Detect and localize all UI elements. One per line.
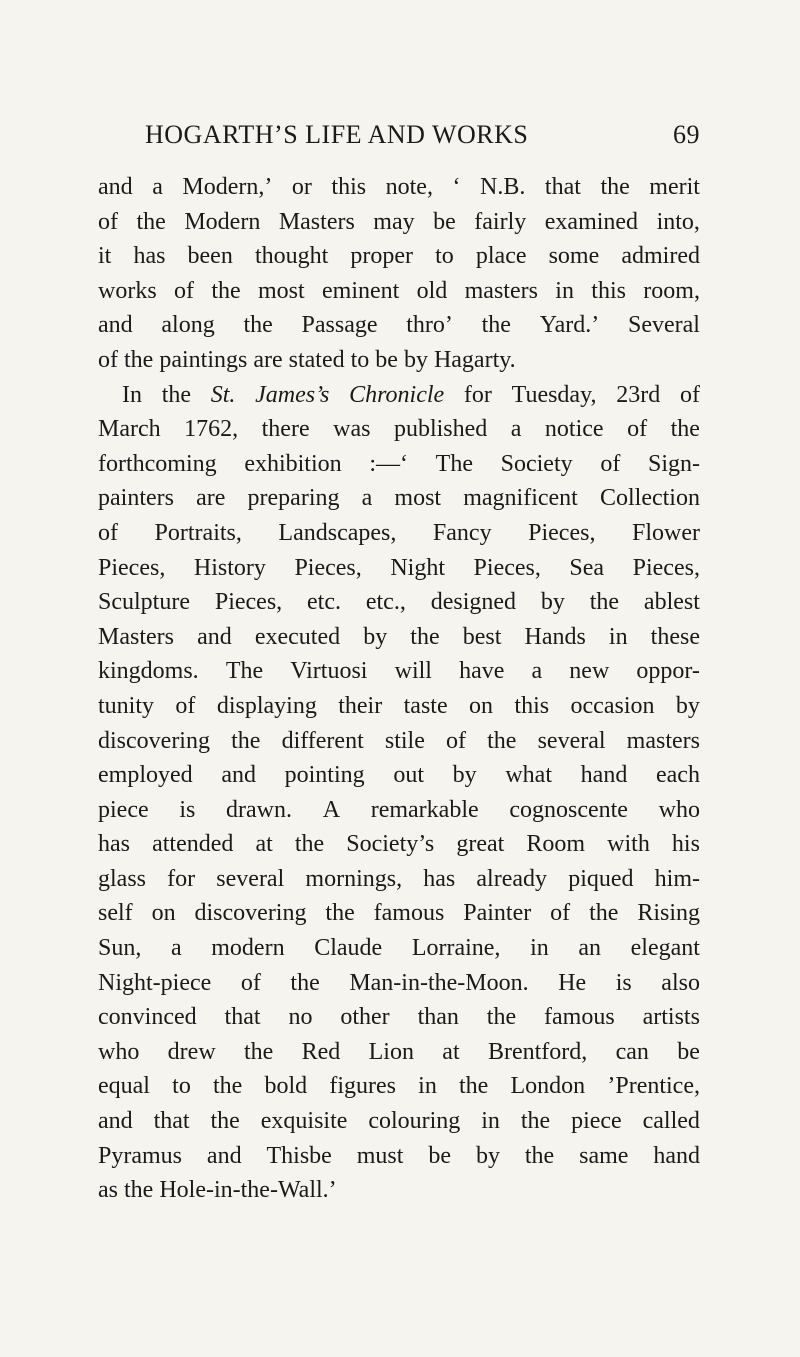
word: piqued [568, 865, 634, 892]
word: room, [643, 277, 700, 304]
word: artists [642, 1004, 700, 1031]
word: the [231, 727, 261, 754]
word: can [615, 1038, 649, 1065]
word: Chronicle [349, 381, 445, 408]
word: exhibition [244, 450, 342, 477]
word: Pieces, [214, 589, 283, 616]
word: the [600, 174, 630, 200]
word: by [403, 346, 434, 373]
word: Yard.’ [539, 312, 600, 339]
word: that [224, 1004, 261, 1031]
word: the [210, 1108, 240, 1135]
word: thro’ [406, 312, 453, 339]
word: by [675, 692, 700, 719]
word: most [394, 485, 442, 512]
text-line [98, 516, 700, 551]
word: of [550, 900, 571, 927]
word: drew [167, 1038, 216, 1065]
text-line [98, 966, 700, 1001]
word: note, [385, 174, 433, 200]
word: the [459, 1073, 489, 1100]
word: fairly [474, 208, 527, 235]
word: He [558, 969, 587, 996]
word: their [338, 692, 383, 719]
word: the [589, 589, 620, 616]
word: the [487, 727, 517, 754]
word: have [459, 658, 505, 685]
word: at [255, 831, 273, 858]
word: hand [653, 1142, 700, 1169]
word: preparing [247, 485, 340, 512]
word: pointing [284, 762, 365, 789]
page-number: 69 [673, 120, 700, 149]
word: Night-piece [98, 969, 212, 996]
word: examined [544, 208, 639, 235]
word: self [98, 900, 133, 927]
word: and [98, 312, 133, 339]
word: and [98, 1108, 133, 1135]
word: place [475, 243, 527, 270]
word: ‘ [452, 174, 461, 200]
word: of [175, 692, 196, 719]
word: the [481, 312, 511, 339]
word: Hagarty. [433, 346, 516, 373]
word: the [589, 900, 619, 927]
word: be [428, 1142, 452, 1169]
word: already [476, 865, 548, 892]
word: has [423, 865, 456, 892]
word: has [133, 243, 166, 270]
word: Claude [314, 935, 383, 962]
word: A [322, 796, 341, 823]
word: of [240, 969, 261, 996]
word: In [122, 381, 142, 408]
word: Several [628, 312, 700, 339]
word: most [257, 277, 305, 304]
word: great [456, 831, 505, 858]
word: a [170, 935, 182, 962]
word: colouring [368, 1108, 461, 1135]
word: no [288, 1004, 313, 1031]
word: been [187, 243, 233, 270]
word: Passage [301, 312, 378, 339]
word: kingdoms. [98, 658, 199, 685]
word: in [530, 935, 549, 962]
word: Hands [524, 623, 586, 650]
word: St. [210, 381, 236, 408]
word: notice [544, 416, 604, 443]
word: Pieces, [294, 554, 362, 581]
word: an [578, 935, 602, 962]
word: was [333, 416, 371, 443]
word: old [416, 277, 448, 304]
word: a [152, 174, 163, 200]
word: designed [430, 589, 517, 616]
word: 23rd [616, 381, 661, 408]
text-line [98, 481, 700, 516]
text-line [98, 551, 700, 586]
word: mornings, [305, 865, 403, 892]
word: different [281, 727, 364, 754]
word: the [136, 208, 166, 235]
word: masters [464, 277, 538, 304]
word: figures [329, 1073, 396, 1100]
word: to [350, 346, 376, 373]
word: of [98, 208, 118, 235]
word: bold [264, 1073, 308, 1100]
word: etc., [365, 589, 406, 616]
word: Man-in-the-Moon. [349, 969, 529, 996]
word: Lion [368, 1038, 414, 1065]
word: ’Prentice, [607, 1073, 700, 1100]
word: what [505, 762, 552, 789]
word: famous [373, 900, 445, 927]
word: also [661, 969, 700, 996]
word: at [442, 1038, 460, 1065]
text-line [98, 758, 700, 793]
word: the [670, 416, 700, 443]
word: thought [254, 243, 329, 270]
text-line [98, 724, 700, 759]
word: in [418, 1073, 437, 1100]
word: piece [571, 1108, 622, 1135]
text-line [98, 274, 700, 309]
text-line [98, 896, 700, 931]
word: are [196, 485, 226, 512]
word: the [243, 1038, 274, 1065]
word: of [627, 416, 648, 443]
word: the [161, 381, 192, 408]
word: several [216, 865, 285, 892]
word: History [193, 554, 266, 581]
word: merit [649, 174, 700, 200]
word: into, [656, 208, 700, 235]
text-line [98, 412, 700, 447]
word: etc. [307, 589, 341, 616]
running-head [145, 120, 700, 160]
text-line [98, 447, 700, 482]
text-line [98, 378, 700, 413]
word: is [179, 796, 196, 823]
word: by [363, 623, 388, 650]
word: Pyramus [98, 1142, 182, 1169]
word: stile [384, 727, 425, 754]
word: must [356, 1142, 404, 1169]
word: on [151, 900, 176, 927]
word: called [642, 1108, 700, 1135]
word: oppor- [636, 658, 700, 685]
word: Night [390, 554, 445, 581]
word: has [98, 831, 130, 858]
word: famous [544, 1004, 615, 1031]
word: Collection [599, 485, 700, 512]
word: the [520, 1108, 551, 1135]
word: displaying [216, 692, 317, 719]
word: Portraits, [154, 519, 242, 546]
word: may [373, 208, 415, 235]
word: are [253, 346, 289, 373]
word: Sun, [98, 935, 142, 962]
word: N.B. [480, 174, 526, 200]
word: is [615, 969, 632, 996]
word: hand [580, 762, 628, 789]
word: James’s [255, 381, 330, 408]
word: eminent [322, 277, 400, 304]
word: a [361, 485, 373, 512]
word: him- [654, 865, 700, 892]
word: and [221, 762, 256, 789]
word: Masters [278, 208, 355, 235]
word: Sign- [647, 450, 700, 477]
word: Sea [569, 554, 605, 581]
word: works [98, 277, 157, 304]
word: of [174, 277, 194, 304]
word: Society [500, 450, 573, 477]
word: be [375, 346, 404, 373]
word: some [548, 243, 600, 270]
text-line [98, 170, 700, 205]
word: Tuesday, [511, 381, 597, 408]
word: Society’s [346, 831, 435, 858]
word: stated [288, 346, 351, 373]
word: magnificent [463, 485, 578, 512]
word: tunity [98, 692, 155, 719]
word: who [98, 1038, 140, 1065]
word: Hole-in-the-Wall.’ [159, 1177, 337, 1204]
word: several [537, 727, 606, 754]
word: painters [98, 485, 174, 512]
text-line [98, 308, 700, 343]
word: who [658, 796, 700, 823]
word: other [340, 1004, 390, 1031]
word: Pieces, [632, 554, 700, 581]
word: a [510, 416, 522, 443]
word: with [607, 831, 650, 858]
word: these [650, 623, 700, 650]
text-line [98, 793, 700, 828]
text-line [98, 205, 700, 240]
word: employed [98, 762, 193, 789]
word: as [98, 1177, 124, 1204]
word: London [510, 1073, 586, 1100]
word: to [172, 1073, 191, 1100]
word: exquisite [260, 1108, 348, 1135]
word: Virtuosi [290, 658, 368, 685]
word: Modern,’ [182, 174, 273, 200]
word: and [197, 623, 232, 650]
word: there [261, 416, 310, 443]
word: executed [254, 623, 341, 650]
word: Masters [98, 623, 174, 650]
word: March [98, 416, 161, 443]
word: each [656, 762, 700, 789]
word: than [417, 1004, 459, 1031]
word: The [225, 658, 264, 685]
text-line [98, 620, 700, 655]
text-line [98, 689, 700, 724]
text-line [98, 1173, 700, 1208]
word: forthcoming [98, 450, 217, 477]
word: The [435, 450, 473, 477]
word: in [481, 1108, 500, 1135]
word: piece [98, 796, 149, 823]
word: best [462, 623, 502, 650]
word: attended [152, 831, 234, 858]
body-text [98, 170, 700, 1208]
word: the [213, 1073, 243, 1100]
word: Brentford, [487, 1038, 588, 1065]
word: modern [211, 935, 285, 962]
word: discovering [194, 900, 307, 927]
word: this [591, 277, 626, 304]
word: the [486, 1004, 517, 1031]
word: published [393, 416, 488, 443]
word: :—‘ [369, 450, 408, 477]
word: the [290, 969, 320, 996]
word: the [243, 312, 273, 339]
word: Fancy [432, 519, 492, 546]
text-line [98, 1000, 700, 1035]
word: of [679, 381, 700, 408]
word: that [153, 1108, 190, 1135]
word: cognoscente [509, 796, 628, 823]
word: masters [626, 727, 700, 754]
word: out [393, 762, 424, 789]
word: remarkable [370, 796, 479, 823]
text-line [98, 931, 700, 966]
word: of [600, 450, 621, 477]
word: elegant [630, 935, 700, 962]
word: same [579, 1142, 629, 1169]
word: for [463, 381, 492, 408]
word: Pieces, [98, 554, 166, 581]
text-line [98, 862, 700, 897]
text-line [98, 585, 700, 620]
word: the [124, 346, 160, 373]
word: it [98, 243, 112, 270]
word: Thisbe [266, 1142, 332, 1169]
word: his [671, 831, 700, 858]
word: and [206, 1142, 242, 1169]
word: be [677, 1038, 700, 1065]
word: in [608, 623, 628, 650]
word: proper [350, 243, 414, 270]
word: occasion [570, 692, 655, 719]
word: that [544, 174, 581, 200]
text-line [98, 343, 700, 378]
word: drawn. [226, 796, 292, 823]
word: Red [301, 1038, 341, 1065]
word: convinced [98, 1004, 197, 1031]
word: 1762, [184, 416, 239, 443]
word: taste [403, 692, 448, 719]
word: paintings [159, 346, 254, 373]
word: ablest [643, 589, 700, 616]
word: or [291, 174, 312, 200]
word: will [394, 658, 432, 685]
word: by [540, 589, 565, 616]
word: by [475, 1142, 500, 1169]
word: by [452, 762, 477, 789]
word: Lorraine, [411, 935, 501, 962]
word: the [124, 1177, 160, 1204]
word: Landscapes, [278, 519, 397, 546]
word: of [98, 519, 118, 546]
word: the [294, 831, 325, 858]
word: of [98, 346, 124, 373]
word: Pieces, [473, 554, 541, 581]
word: this [514, 692, 550, 719]
word: admired [621, 243, 700, 270]
text-line [98, 1104, 700, 1139]
text-line [98, 654, 700, 689]
word: for [167, 865, 196, 892]
text-line [98, 239, 700, 274]
word: discovering [98, 727, 210, 754]
word: Modern [184, 208, 261, 235]
word: of [446, 727, 466, 754]
word: and [98, 174, 133, 200]
text-line [98, 827, 700, 862]
word: on [469, 692, 494, 719]
word: the [410, 623, 440, 650]
word: Rising [637, 900, 700, 927]
word: Flower [631, 519, 700, 546]
word: Room [526, 831, 586, 858]
word: Pieces, [528, 519, 596, 546]
word: to [435, 243, 454, 270]
word: new [569, 658, 610, 685]
word: the [524, 1142, 555, 1169]
text-line [98, 1035, 700, 1070]
text-line [98, 1069, 700, 1104]
word: be [433, 208, 456, 235]
word: glass [98, 865, 146, 892]
word: a [531, 658, 543, 685]
word: Sculpture [98, 589, 190, 616]
word: in [555, 277, 574, 304]
word: Painter [463, 900, 532, 927]
running-title: HOGARTH’S LIFE AND WORKS [145, 120, 529, 149]
word: the [325, 900, 355, 927]
word: equal [98, 1073, 150, 1100]
word: this [331, 174, 367, 200]
word: along [161, 312, 215, 339]
text-line [98, 1139, 700, 1174]
word: the [211, 277, 241, 304]
